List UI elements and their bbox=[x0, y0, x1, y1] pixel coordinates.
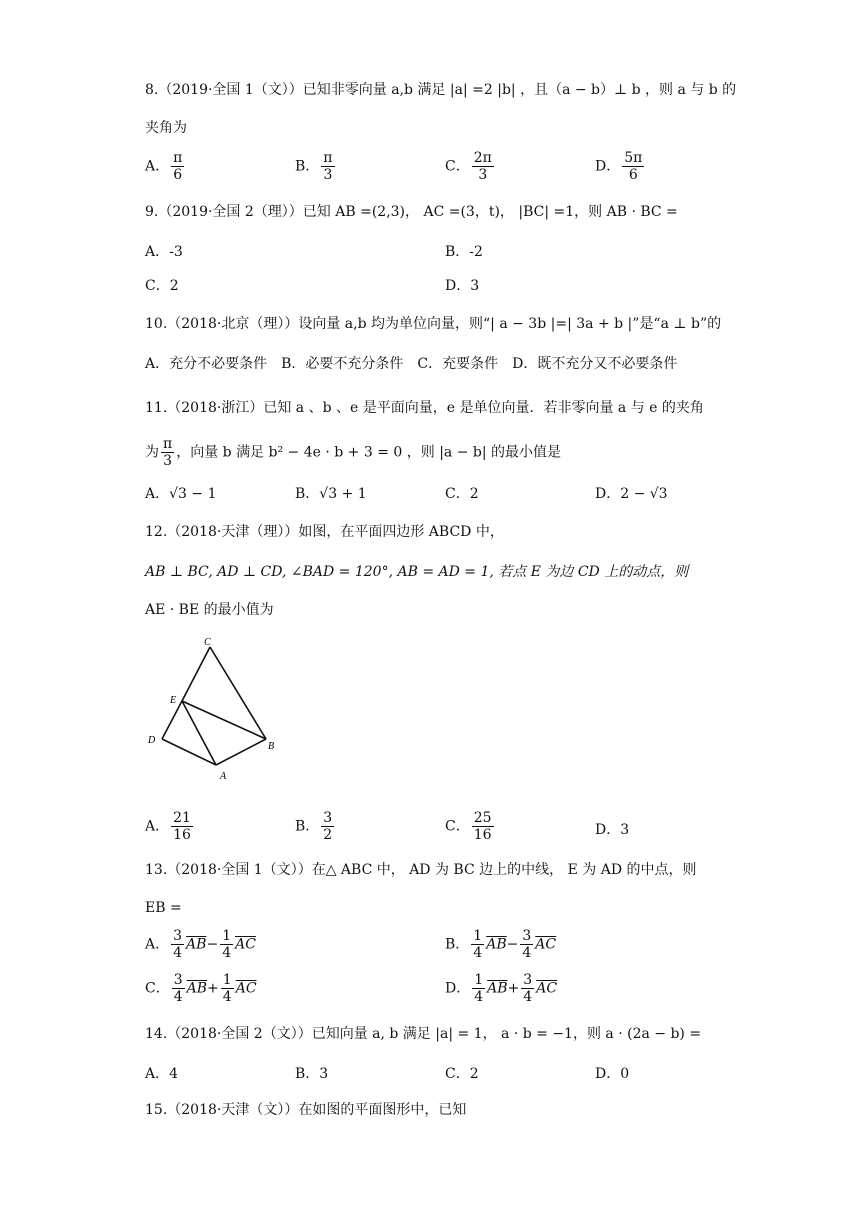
q11-option-b[interactable]: B．√3 + 1 bbox=[295, 486, 367, 502]
label-d: D bbox=[148, 735, 156, 746]
q8-stem: 8.（2019·全国 1（文））已知非零向量 a,b 满足 |a| =2 |b| ，且（a − b）⊥ b ，则 a 与 b 的 bbox=[145, 82, 737, 98]
q13-option-b[interactable]: B． $\frac{1}{4}$ $\overline{AB}-$ $\frac{3}{4}$ $\overline{AC}$ bbox=[445, 928, 557, 961]
edge-cb bbox=[210, 647, 266, 739]
q8-option-c[interactable]: C． $\frac{2\pi}{3}$ bbox=[445, 150, 492, 183]
q14-option-a[interactable]: A．4 bbox=[145, 1066, 179, 1082]
label-b: B bbox=[268, 741, 275, 752]
q10-options[interactable]: A．充分不必要条件 B．必要不充分条件 C．充要条件 D．既不充分又不必要条件 bbox=[145, 356, 678, 372]
q14-option-c[interactable]: C．2 bbox=[445, 1066, 479, 1082]
edge-eb bbox=[182, 701, 266, 739]
edge-ed bbox=[162, 701, 182, 739]
q14-option-d[interactable]: D．0 bbox=[595, 1066, 630, 1082]
q13-option-a[interactable]: A． $\frac{3}{4}$ $\overline{AB}-$ $\frac{1}{4}$ $\overline{AC}$ bbox=[145, 928, 256, 961]
q13-stem: 13.（2018·全国 1（文））在△ ABC 中， AD 为 BC 边上的中线， E 为 AD 的中点，则 bbox=[145, 862, 697, 878]
q9-option-a[interactable]: A．-3 bbox=[145, 244, 183, 260]
label-c: C bbox=[204, 637, 211, 648]
q11-option-d[interactable]: D．2 − √3 bbox=[595, 486, 668, 502]
q9-option-b[interactable]: B．-2 bbox=[445, 244, 483, 260]
q15-stem: 15.（2018·天津（文））在如图的平面图形中，已知 bbox=[145, 1102, 467, 1118]
q11-stem: 11.（2018·浙江）已知 a 、b 、e 是平面向量，e 是单位向量．若非零向量 a 与 e 的夹角 bbox=[145, 400, 704, 416]
label-a: A bbox=[220, 771, 227, 782]
edge-ce bbox=[182, 647, 210, 701]
edge-ea bbox=[182, 701, 216, 765]
q10-stem: 10.（2018·北京（理））设向量 a,b 均为单位向量，则“| a − 3b |=| 3a + b |”是“a ⊥ b”的 bbox=[145, 316, 722, 332]
q12-stem-cont2: AE · BE 的最小值为 bbox=[145, 602, 274, 618]
q14-stem: 14.（2018·全国 2（文））已知向量 a, b 满足 |a| = 1， a · b = −1，则 a · (2a − b) = bbox=[145, 1026, 702, 1042]
q12-option-d[interactable]: D．3 bbox=[595, 822, 630, 838]
q13-stem-cont: EB = bbox=[145, 900, 182, 916]
q12-option-c[interactable]: C． $\frac{25}{16}$ bbox=[445, 810, 492, 843]
q9-option-d[interactable]: D．3 bbox=[445, 278, 480, 294]
label-e: E bbox=[170, 695, 177, 706]
q12-stem: 12.（2018·天津（理））如图，在平面四边形 ABCD 中， bbox=[145, 524, 504, 540]
q13-option-d[interactable]: D． $\frac{1}{4}$ $\overline{AB}+$ $\frac{3}{4}$ $\overline{AC}$ bbox=[445, 972, 558, 1005]
q9-stem: 9.（2019·全国 2（理））已知 AB =(2,3)， AC =(3，t)， |BC| =1，则 AB · BC = bbox=[145, 204, 678, 220]
q11-option-a[interactable]: A．√3 − 1 bbox=[145, 486, 217, 502]
q8-option-b[interactable]: B． $\frac{\pi}{3}$ bbox=[295, 150, 333, 183]
q12-option-a[interactable]: A． $\frac{21}{16}$ bbox=[145, 810, 191, 843]
q8-stem-cont: 夹角为 bbox=[145, 120, 187, 136]
q9-option-c[interactable]: C．2 bbox=[145, 278, 179, 294]
q12-option-b[interactable]: B． $\frac{3}{2}$ bbox=[295, 810, 333, 843]
q8-option-d[interactable]: D． $\frac{5\pi}{6}$ bbox=[595, 150, 643, 183]
edge-ab bbox=[216, 739, 266, 765]
q12-stem-cont: AB ⊥ BC, AD ⊥ CD, ∠BAD = 120°, AB = AD = 1, 若点 E 为边 CD 上的动点，则 bbox=[145, 564, 689, 580]
q12-figure bbox=[140, 635, 280, 785]
q11-option-c[interactable]: C．2 bbox=[445, 486, 479, 502]
q8-option-a[interactable]: A． $\frac{\pi}{6}$ bbox=[145, 150, 183, 183]
edge-da bbox=[162, 739, 216, 765]
q13-option-c[interactable]: C． $\frac{3}{4}$ $\overline{AB}+$ $\frac{1}{4}$ $\overline{AC}$ bbox=[145, 972, 257, 1005]
q14-option-b[interactable]: B．3 bbox=[295, 1066, 329, 1082]
q11-stem-cont: 为 $\frac{\pi}{3}$ ，向量 b 满足 b² − 4e · b + 3 = 0 ，则 |a − b| 的最小值是 bbox=[145, 436, 562, 469]
